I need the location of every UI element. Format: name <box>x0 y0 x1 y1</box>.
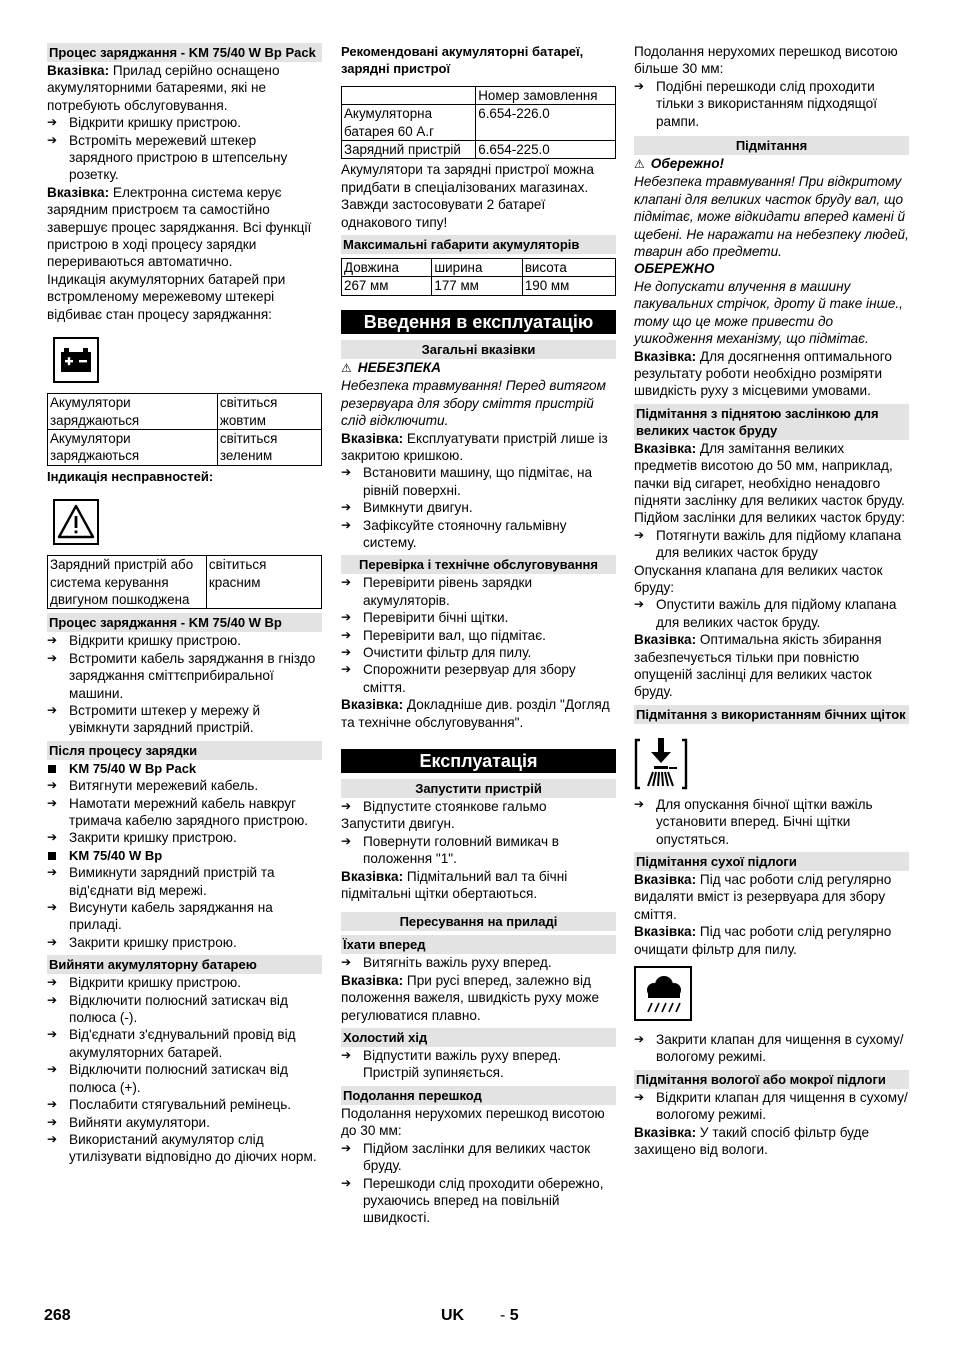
step: ➔ Встроміть мережевий штекер зарядного пристрою в штепсельну розетку. <box>47 132 322 184</box>
step: ➔ Встромити кабель заряджання в гніздо заряджання сміттєприбиральної машини. <box>47 650 322 702</box>
table-cell: ширина <box>432 259 522 277</box>
heading-general: Загальні вказівки <box>341 340 616 359</box>
table-row <box>342 277 616 295</box>
step: ➔ Закрити клапан для чищення в сухому/вологому режимі. <box>634 1031 909 1066</box>
heading-charge-pack: Процес заряджання - KM 75/40 W Bp Pack <box>47 43 322 62</box>
table-cell: Акумулятори заряджаються <box>48 394 218 430</box>
warning-triangle-icon: ⚠ <box>341 360 352 375</box>
note-label: Вказівка: <box>341 430 404 446</box>
attention-label: ОБЕРЕЖНО <box>634 261 715 277</box>
table-cell: висота <box>522 259 615 277</box>
danger-label: НЕБЕЗПЕКА <box>357 359 441 375</box>
table-row <box>342 86 616 104</box>
step: ➔ Перевірити рівень зарядки акумуляторів. <box>341 574 616 609</box>
step: ➔ Витягніть важіль руху вперед. <box>341 954 616 971</box>
heading-check-maintenance: Перевірка і технічне обслуговування <box>341 555 616 574</box>
note-label: Вказівка: <box>341 972 404 988</box>
warning-triangle-icon <box>53 499 99 545</box>
step: ➔ Витягнути мережевий кабель. <box>47 777 322 794</box>
table-cell: світиться жовтим <box>217 394 321 430</box>
table-cell: Зарядний пристрій <box>342 141 476 159</box>
step: ➔ Подібні перешкоди слід проходити тільки з використанням підходящої рампи. <box>634 78 909 130</box>
step: ➔ Перевірити бічні щітки. <box>341 609 616 626</box>
note-text: Під час роботи слід регулярно очищати фільтр для пилу. <box>634 924 892 957</box>
heading-forward: Їхати вперед <box>341 935 616 954</box>
note <box>634 348 909 400</box>
note-label: Вказівка: <box>634 924 697 940</box>
step: ➔ Від'єднати з'єднувальний провід від акумуляторних батарей. <box>47 1026 322 1061</box>
note <box>634 871 909 923</box>
dimensions-table <box>341 258 616 296</box>
side-brush-lower-icon <box>634 736 688 792</box>
note-text: Оптимальна якість збирання забезпечується тільки при повністю опущеній заслінці для великих часток бруду. <box>634 632 882 700</box>
heading-remove-battery: Вийняти акумуляторну батарею <box>47 955 322 974</box>
fault-table <box>47 555 322 609</box>
cloud-rain-icon <box>634 966 692 1021</box>
warning-triangle-icon: ⚠ <box>634 157 645 172</box>
dash: - <box>500 1307 506 1324</box>
note-label: Вказівка: <box>634 348 697 364</box>
step: ➔ Відпустите стоянкове гальмо <box>341 798 616 815</box>
column-1 <box>47 43 322 1166</box>
heading-charge-bp: Процес заряджання - KM 75/40 W Bp <box>47 613 322 632</box>
step: ➔ Вимкнути двигун. <box>341 499 616 516</box>
table-cell: Довжина <box>342 259 432 277</box>
heading-dry-floor: Підмітання сухої підлоги <box>634 852 909 871</box>
heading-side-brushes: Підмітання з використанням бічних щіток <box>634 705 909 724</box>
heading-flap: Підмітання з піднятою заслінкою для великих часток бруду <box>634 404 909 440</box>
step: ➔ Відкрити клапан для чищення в сухому/вологому режимі. <box>634 1089 909 1124</box>
paragraph: Подолання нерухомих перешкод висотою більше 30 мм: <box>634 44 898 77</box>
step: ➔ Відкрити кришку пристрою. <box>47 114 322 131</box>
table-cell: 190 мм <box>522 277 615 295</box>
note-label: Вказівка: <box>634 632 697 648</box>
note-label: Вказівка: <box>47 63 110 78</box>
step: ➔ Відкрити кришку пристрою. <box>47 632 322 649</box>
table-cell: 267 мм <box>342 277 432 295</box>
table-row <box>48 556 322 609</box>
note <box>341 430 616 465</box>
step: ➔ Встановити машину, що підмітає, на рівній поверхні. <box>341 464 616 499</box>
note-label: Вказівка: <box>341 868 404 884</box>
step: ➔ Для опускання бічної щітки важіль установити вперед. Бічні щітки опустяться. <box>634 796 909 848</box>
note-text: Підмітальний вал та бічні підмітальні щітки обертаються. <box>341 868 568 902</box>
note-text: Докладніше див. розділ "Догляд та технічне обслуговування". <box>341 697 610 730</box>
step: ➔ Повернути головний вимикач в положення "1". <box>341 833 616 868</box>
step: ➔ Використаний акумулятор слід утилізувати відповідно до діючих норм. <box>47 1131 322 1166</box>
note <box>47 184 322 271</box>
heading-start: Запустити пристрій <box>341 779 616 798</box>
note <box>634 923 909 958</box>
heading-fault: Індикація несправностей: <box>47 468 214 484</box>
paragraph: Підйом заслінки для великих часток бруду: <box>634 510 906 526</box>
attention-text: Не допускати влучення в машину пакувальних стрічок, дроту й таке інше., тому що це може привести до ушкодження механізму, що підмітає. <box>634 278 903 347</box>
step: ➔ Встромити штекер у мережу й увімкнути зарядний пристрій. <box>47 702 322 737</box>
note-label: Вказівка: <box>634 1124 697 1140</box>
note-text: Експлуатувати пристрій лише із закритою кришкою. <box>341 430 608 463</box>
danger-text: Небезпека травмування! Перед витягом резервуара для збору сміття пристрій слід відключити. <box>341 378 606 429</box>
language-code: UK <box>441 1307 465 1324</box>
table-cell: 6.654-226.0 <box>476 105 616 141</box>
step: ➔ Закрити кришку пристрою. <box>47 829 322 846</box>
note-text: При русі вперед, залежно від положення важеля, швидкість руху може регулюватися плавно. <box>341 972 600 1023</box>
heading-move: Пересування на приладі <box>341 912 616 931</box>
note-label: Вказівка: <box>47 184 110 200</box>
table-row <box>48 429 322 465</box>
section-commissioning: Введення в експлуатацію <box>341 310 616 334</box>
step: ➔ Спорожнити резервуар для збору сміття. <box>341 661 616 696</box>
table-cell <box>342 86 476 104</box>
sub-page-number <box>500 1307 519 1324</box>
caution-label: Обережно! <box>650 156 725 172</box>
column-2 <box>341 43 616 1227</box>
heading-after-charge: Після процесу зарядки <box>47 741 322 760</box>
table-row <box>48 394 322 430</box>
step: ➔ Послабити стягувальний ремінець. <box>47 1096 322 1113</box>
step: ➔ Потягнути важіль для підйому клапана для великих часток бруду <box>634 527 909 562</box>
table-cell: Акумулятори заряджаються <box>48 429 218 465</box>
step: ➔ Закрити кришку пристрою. <box>47 934 322 951</box>
column-3 <box>634 43 909 1159</box>
note-label: Вказівка: <box>341 697 404 713</box>
step: ➔ Перешкоди слід проходити обережно, рухаючись вперед на повільній швидкості. <box>341 1175 616 1227</box>
heading-sweeping: Підмітання <box>634 136 909 155</box>
step: ➔ Опустити важіль для підйому клапана для великих часток бруду. <box>634 596 909 631</box>
step: ➔ Вимикнути зарядний пристрій та від'єднати від мережі. <box>47 864 322 899</box>
note-text: Під час роботи слід регулярно видаляти вміст із резервуара для збору сміття. <box>634 872 892 922</box>
heading-dimensions: Максимальні габарити акумуляторів <box>341 235 616 254</box>
step: ➔ Відкрити кришку пристрою. <box>47 974 322 991</box>
table-cell: світиться зеленим <box>217 429 321 465</box>
heading-idle: Холостий хід <box>341 1028 616 1047</box>
note <box>634 1124 909 1159</box>
note-label: Вказівка: <box>634 872 697 888</box>
table-row <box>342 259 616 277</box>
note <box>634 631 909 701</box>
step: ➔ Намотати мережний кабель навкруг тримача кабелю зарядного пристрою. <box>47 795 322 830</box>
heading-obstacles: Подолання перешкод <box>341 1086 616 1105</box>
table-cell: Акумуляторна батарея 60 А.г <box>342 105 476 141</box>
table-cell: 177 мм <box>432 277 522 295</box>
note-label: Вказівка: <box>634 440 697 456</box>
table-row <box>342 105 616 141</box>
danger-heading <box>341 359 616 377</box>
sub-page: 5 <box>509 1307 519 1324</box>
step: ➔ Відпустити важіль руху вперед. Пристрій зупиняється. <box>341 1047 616 1082</box>
note <box>341 868 616 903</box>
step: ➔ Підйом заслінки для великих часток бруду. <box>341 1140 616 1175</box>
note-text: Для досягнення оптимального результату роботи необхідно розміряти швидкість руху з місцевими умовами. <box>634 348 892 399</box>
table-row <box>342 141 616 159</box>
paragraph: Індикація акумуляторних батарей при встромленому мережевому штекері відбиває стан процесу заряджання: <box>47 271 286 322</box>
step: ➔ Зафіксуйте стояночну гальмівну систему. <box>341 517 616 552</box>
paragraph: Подолання нерухомих перешкод висотою до 30 мм: <box>341 1105 605 1139</box>
step: ➔ Перевірити вал, що підмітає. <box>341 627 616 644</box>
model-item: KM 75/40 W Bp <box>47 847 322 864</box>
step: ➔ Відключити полюсний затискач від полюса (-). <box>47 992 322 1027</box>
paragraph: Опускання клапана для великих часток бруду: <box>634 562 883 595</box>
note-text: У такий спосіб фільтр буде захищено від вологи. <box>634 1124 870 1158</box>
step: ➔ Очистити фільтр для пилу. <box>341 644 616 661</box>
note <box>47 62 322 114</box>
heading-recommended: Рекомендовані акумуляторні батареї, зарядні пристрої <box>341 44 584 77</box>
paragraph: Акумулятори та зарядні пристрої можна придбати в спеціалізованих магазинах. Завжди застосовувати 2 батареї однакового типу! <box>341 162 594 230</box>
page-number: 268 <box>44 1307 71 1324</box>
model-item: KM 75/40 W Bp Pack <box>47 760 322 777</box>
note <box>341 972 616 1024</box>
step: ➔ Висунути кабель заряджання на приладі. <box>47 899 322 934</box>
note <box>634 440 909 510</box>
step: ➔ Вийняти акумулятори. <box>47 1114 322 1131</box>
charge-status-table <box>47 393 322 466</box>
paragraph: Запустити двигун. <box>341 816 455 832</box>
table-cell: 6.654-225.0 <box>476 141 616 159</box>
caution-text: Небезпека травмування! При відкритому клапані для великих часток бруду вал, що підмітає, може відкидати вперед камені й щебені. Не наражати на небезпеку людей, тварин або предмети. <box>634 174 909 260</box>
note-text: Для замітання великих предметів висотою до 50 мм, наприклад, пачки від сигарет, необхідно ненадовго підняти заслінку для великих часток бруду. <box>634 440 905 508</box>
note-text: Електронна система керує зарядним пристроєм та самостійно завершує процес заряджання. Всі функції пристрою в ході процесу зарядки перериваються автоматично. <box>47 184 312 270</box>
step: ➔ Відключити полюсний затискач від полюса (+). <box>47 1061 322 1096</box>
section-operation: Експлуатація <box>341 749 616 773</box>
note <box>341 696 616 731</box>
heading-wet-floor: Підмітання вологої або мокрої підлоги <box>634 1070 909 1089</box>
table-cell: Зарядний пристрій або система керування двигуном пошкоджена <box>48 556 207 609</box>
table-cell: світиться красним <box>206 556 321 609</box>
note-text: Прилад серійно оснащено акумуляторними батареями, які не потребують обслуговування. <box>47 63 280 113</box>
table-cell: Номер замовлення <box>476 86 616 104</box>
caution-heading <box>634 155 909 173</box>
battery-icon <box>53 337 99 383</box>
recommended-table <box>341 86 616 160</box>
